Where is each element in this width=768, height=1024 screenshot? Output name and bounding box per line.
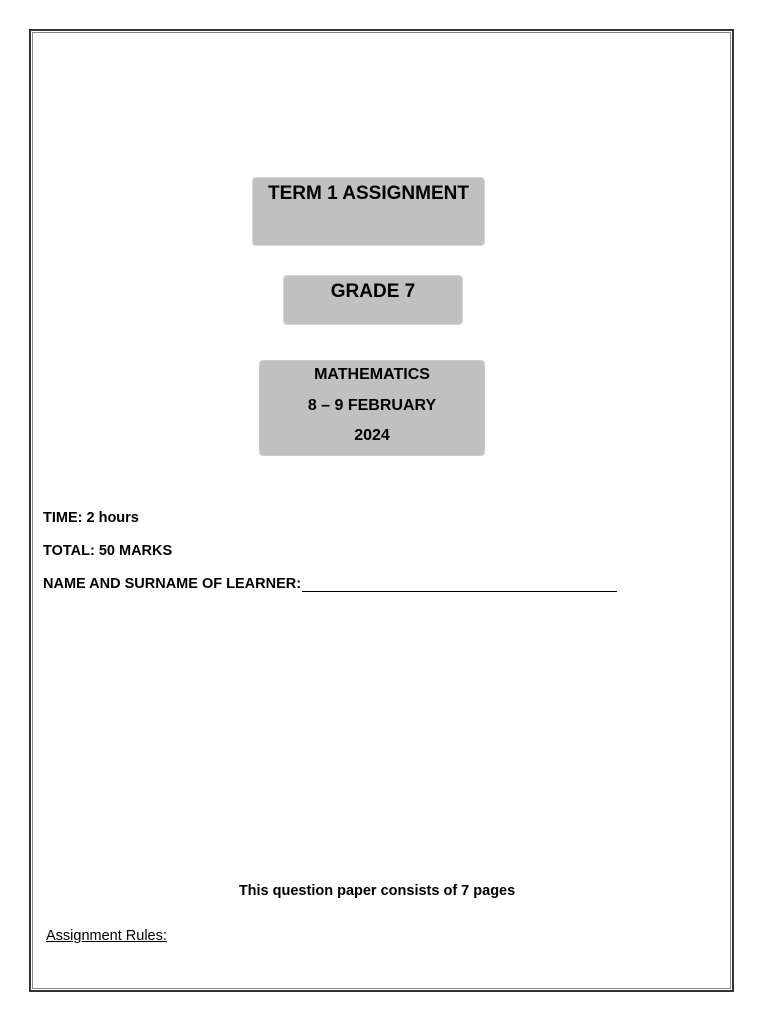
assignment-title: TERM 1 ASSIGNMENT — [268, 183, 469, 204]
grade-box — [283, 275, 463, 325]
page-count-note: This question paper consists of 7 pages — [238, 883, 516, 899]
total-marks-label: TOTAL: 50 MARKS — [43, 543, 173, 559]
date-range: 8 – 9 FEBRUARY — [307, 396, 437, 414]
year-label: 2024 — [354, 427, 390, 444]
time-line — [43, 510, 139, 526]
learner-name-blank[interactable] — [302, 577, 617, 592]
total-line — [43, 543, 172, 559]
learner-name-label: NAME AND SURNAME OF LEARNER: — [43, 576, 302, 592]
assignment-rules-heading: Assignment Rules: — [46, 928, 167, 944]
time-label: TIME: 2 hours — [43, 510, 139, 526]
subject-label: MATHEMATICS — [314, 366, 430, 383]
assignment-title-box — [252, 177, 485, 246]
learner-name-line — [43, 576, 617, 592]
grade-label: GRADE 7 — [330, 281, 416, 302]
subject-box — [259, 360, 485, 456]
